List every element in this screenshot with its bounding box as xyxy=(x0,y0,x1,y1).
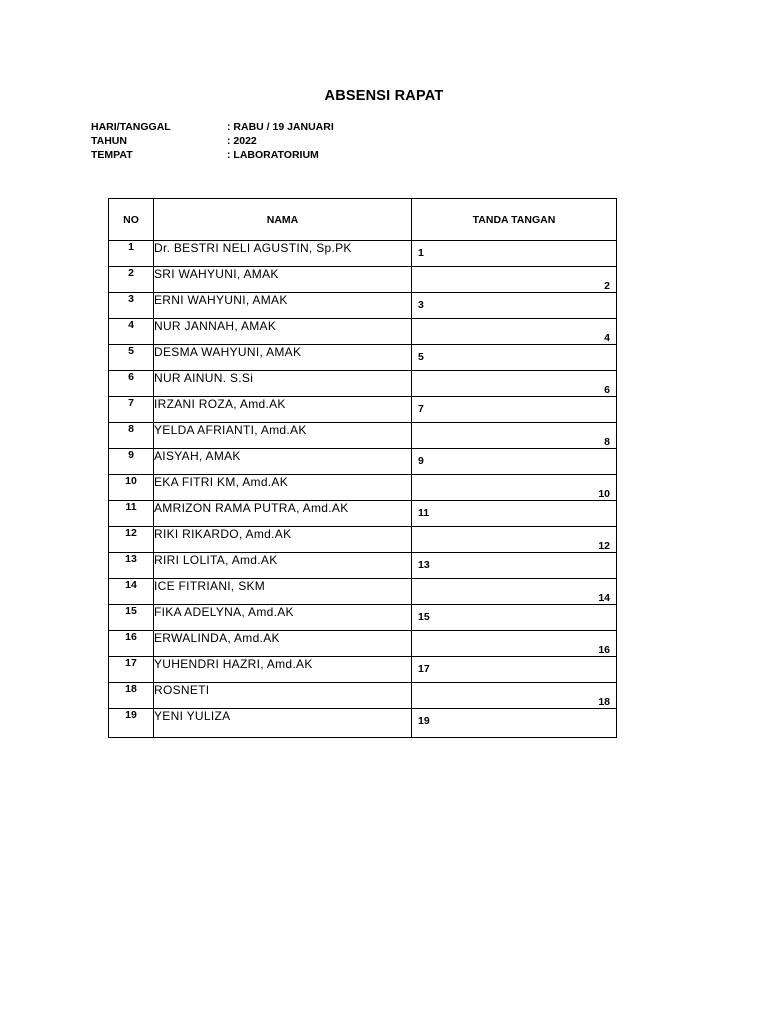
row-number: 1 xyxy=(109,241,154,267)
signature-number: 5 xyxy=(418,351,424,363)
signature-cell xyxy=(412,423,617,449)
signature-number: 9 xyxy=(418,455,424,467)
signature-number: 2 xyxy=(604,280,610,292)
attendee-name: ICE FITRIANI, SKM xyxy=(154,579,412,605)
table-row xyxy=(109,423,617,449)
attendee-name: ERWALINDA, Amd.AK xyxy=(154,631,412,657)
meta-label: HARI/TANGGAL xyxy=(91,121,171,133)
attendee-name: AISYAH, AMAK xyxy=(154,449,412,475)
signature-number: 18 xyxy=(598,696,610,708)
attendee-name: RIRI LOLITA, Amd.AK xyxy=(154,553,412,579)
signature-number: 4 xyxy=(604,332,610,344)
signature-cell xyxy=(412,501,617,527)
attendee-name: AMRIZON RAMA PUTRA, Amd.AK xyxy=(154,501,412,527)
signature-number: 14 xyxy=(598,592,610,604)
meta-value: : LABORATORIUM xyxy=(227,149,319,161)
table-row xyxy=(109,683,617,709)
meta-row-date xyxy=(91,120,334,134)
signature-cell xyxy=(412,345,617,371)
row-number: 14 xyxy=(109,579,154,605)
row-number: 6 xyxy=(109,371,154,397)
row-number: 8 xyxy=(109,423,154,449)
signature-cell xyxy=(412,319,617,345)
row-number: 15 xyxy=(109,605,154,631)
meeting-info xyxy=(91,120,334,162)
meta-label: TAHUN xyxy=(91,135,127,147)
table-row xyxy=(109,241,617,267)
row-number: 5 xyxy=(109,345,154,371)
table-row xyxy=(109,449,617,475)
row-number: 11 xyxy=(109,501,154,527)
row-number: 10 xyxy=(109,475,154,501)
meta-row-place xyxy=(91,148,334,162)
meta-row-year xyxy=(91,134,334,148)
signature-cell xyxy=(412,241,617,267)
table-row xyxy=(109,709,617,738)
signature-cell xyxy=(412,683,617,709)
meta-value: : 2022 xyxy=(227,135,257,147)
table-row xyxy=(109,501,617,527)
row-number: 13 xyxy=(109,553,154,579)
attendee-name: IRZANI ROZA, Amd.AK xyxy=(154,397,412,423)
table-row xyxy=(109,579,617,605)
signature-cell xyxy=(412,579,617,605)
row-number: 9 xyxy=(109,449,154,475)
signature-number: 11 xyxy=(418,507,430,519)
attendee-name: DESMA WAHYUNI, AMAK xyxy=(154,345,412,371)
signature-number: 8 xyxy=(604,436,610,448)
signature-cell xyxy=(412,709,617,738)
row-number: 2 xyxy=(109,267,154,293)
attendee-name: YELDA AFRIANTI, Amd.AK xyxy=(154,423,412,449)
attendee-name: ERNI WAHYUNI, AMAK xyxy=(154,293,412,319)
table-row xyxy=(109,293,617,319)
signature-number: 13 xyxy=(418,559,430,571)
signature-cell xyxy=(412,475,617,501)
attendee-name: NUR JANNAH, AMAK xyxy=(154,319,412,345)
signature-cell xyxy=(412,527,617,553)
row-number: 12 xyxy=(109,527,154,553)
table-row xyxy=(109,657,617,683)
table-header-row xyxy=(109,199,617,241)
attendee-name: YUHENDRI HAZRI, Amd.AK xyxy=(154,657,412,683)
table-row xyxy=(109,553,617,579)
table-body xyxy=(109,241,617,738)
attendee-name: EKA FITRI KM, Amd.AK xyxy=(154,475,412,501)
attendee-name: SRI WAHYUNI, AMAK xyxy=(154,267,412,293)
signature-cell xyxy=(412,605,617,631)
signature-number: 6 xyxy=(604,384,610,396)
table-row xyxy=(109,605,617,631)
signature-cell xyxy=(412,553,617,579)
attendee-name: Dr. BESTRI NELI AGUSTIN, Sp.PK xyxy=(154,241,412,267)
row-number: 4 xyxy=(109,319,154,345)
attendee-name: YENI YULIZA xyxy=(154,709,412,738)
signature-number: 19 xyxy=(418,715,430,727)
signature-cell xyxy=(412,397,617,423)
table-row xyxy=(109,631,617,657)
header-no: NO xyxy=(109,199,154,241)
meta-label: TEMPAT xyxy=(91,149,133,161)
signature-number: 17 xyxy=(418,663,430,675)
row-number: 3 xyxy=(109,293,154,319)
table-row xyxy=(109,475,617,501)
attendee-name: NUR AINUN. S.Si xyxy=(154,371,412,397)
meta-value: : RABU / 19 JANUARI xyxy=(227,121,334,133)
row-number: 19 xyxy=(109,709,154,738)
table-row xyxy=(109,267,617,293)
signature-cell xyxy=(412,293,617,319)
row-number: 7 xyxy=(109,397,154,423)
header-signature: TANDA TANGAN xyxy=(412,199,617,241)
signature-number: 15 xyxy=(418,611,430,623)
signature-number: 10 xyxy=(598,488,610,500)
row-number: 18 xyxy=(109,683,154,709)
signature-number: 3 xyxy=(418,299,424,311)
row-number: 16 xyxy=(109,631,154,657)
table-row xyxy=(109,527,617,553)
row-number: 17 xyxy=(109,657,154,683)
attendee-name: FIKA ADELYNA, Amd.AK xyxy=(154,605,412,631)
signature-cell xyxy=(412,631,617,657)
signature-number: 7 xyxy=(418,403,424,415)
attendance-table xyxy=(108,198,617,738)
document-title: ABSENSI RAPAT xyxy=(324,88,444,104)
header-nama: NAMA xyxy=(154,199,412,241)
signature-cell xyxy=(412,371,617,397)
signature-cell xyxy=(412,267,617,293)
signature-number: 12 xyxy=(598,540,610,552)
signature-cell xyxy=(412,657,617,683)
signature-number: 16 xyxy=(598,644,610,656)
attendee-name: RIKI RIKARDO, Amd.AK xyxy=(154,527,412,553)
signature-cell xyxy=(412,449,617,475)
signature-number: 1 xyxy=(418,247,424,259)
table-row xyxy=(109,345,617,371)
table-row xyxy=(109,371,617,397)
table-row xyxy=(109,319,617,345)
table-row xyxy=(109,397,617,423)
attendee-name: ROSNETI xyxy=(154,683,412,709)
